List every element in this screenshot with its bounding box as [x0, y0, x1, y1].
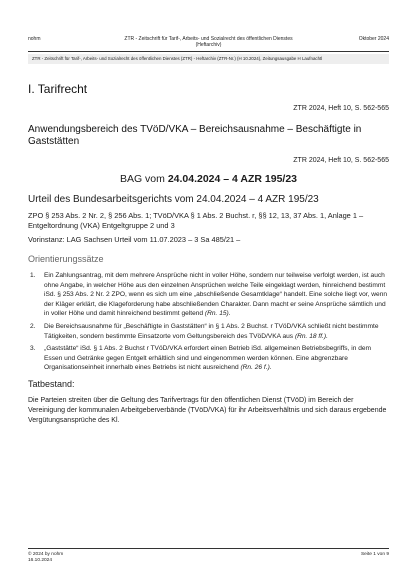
- header-rule: [28, 51, 389, 52]
- guiding-principles-heading: Orientierungssätze: [28, 254, 104, 264]
- footer-copyright: © 2024 by nohm: [28, 552, 64, 557]
- footer-print-date: 16.10.2024: [28, 558, 53, 563]
- court-decision-line: [28, 173, 389, 185]
- list-item-text: Die Bereichsausnahme für „Beschäftigte in Gaststätten“ in § 1 Abs. 2 Buchst. r TVöD/VKA schließt nicht bestimmte Tätigkeiten, sondern bestimmte Einsatzorte vom Geltungsbereich des TVöD/VKA aus (Rn. 18 ff.).: [44, 322, 379, 340]
- journal-reference: ZTR 2024, Heft 10, S. 562-565: [293, 105, 389, 112]
- guiding-principles-list: [28, 271, 389, 373]
- list-item: [28, 271, 389, 319]
- footer-left: [28, 552, 63, 564]
- page-footer: [28, 548, 389, 564]
- list-item-number: 1.: [30, 272, 36, 279]
- list-item-number: 3.: [30, 345, 36, 353]
- source-box: ZTR - Zeitschrift für Tarif-, Arbeits- und Sozialrecht des öffentlichen Dienstes (ZTR) - Heftarchiv (ZTR-Nr.) (H 10.2024), Zeitungsausgabe H Laufnachtl: [28, 54, 389, 64]
- court-decision-date-number: 24.04.2024 – 4 AZR 195/23: [167, 173, 298, 185]
- article-title: Anwendungsbereich des TVöD/VKA – Bereichsausnahme – Beschäftigte in Gaststätten: [28, 124, 362, 147]
- facts-heading: Tatbestand:: [28, 378, 75, 389]
- section-title: I. Tarifrecht: [28, 82, 88, 96]
- list-item: [28, 322, 389, 341]
- judgment-title: Urteil des Bundesarbeitsgerichts vom 24.04.2024 – 4 AZR 195/23: [28, 194, 319, 205]
- list-item-text: „Gaststätte“ iSd. § 1 Abs. 2 Buchst r TVöD/VKA erfordert einen Betrieb iSd. allgemeinen Betriebsbegriffs, in dem Essen und Getränke gegen Entgelt erhältlich sind und eingenommen werden können. Eine abgrenzbare Organisationseinheit innerhalb eines Betriebs ist nicht ausreichend (Rn. 26 f.).: [44, 345, 372, 372]
- court-decision-prefix: BAG vom: [119, 173, 168, 185]
- margin-number-ref: (Rn. 26 f.).: [240, 364, 272, 372]
- journal-reference-2: ZTR 2024, Heft 10, S. 562-565: [293, 157, 389, 164]
- header-journal-title: ZTR - Zeitschrift für Tarif-, Arbeits- und Sozialrecht des öffentlichen Dienstes (Heftarchiv): [124, 36, 293, 48]
- lower-court: Vorinstanz: LAG Sachsen Urteil vom 11.07.2023 – 3 Sa 485/21 –: [28, 235, 241, 244]
- page-header: [28, 36, 389, 48]
- list-item-text: Ein Zahlungsantrag, mit dem mehrere Ansprüche nicht in voller Höhe, sondern nur teilweise verfolgt werden, ist auch ohne Angabe, in welcher Höhe aus den einzelnen Ansprüchen welche Teile eingeklagt werden, hinreichend bestimmt iSd. § 253 Abs. 2 Nr. 2 ZPO, wenn es sich um eine „abschließende Gesamtklage“ handelt. Eine solche liegt vor, wenn der Kläger erklärt, die Klageforderung habe abschließenden Charakter. Dann macht er seine Ansprüche sämtlich und in voller Höhe und damit hinreichend bestimmt geltend (Rn. 15).: [44, 272, 388, 318]
- header-left: nohm: [28, 36, 41, 42]
- statute-references: ZPO § 253 Abs. 2 Nr. 2, § 256 Abs. 1; TVöD/VKA § 1 Abs. 2 Buchst. r, §§ 12, 13, 37 Abs. 1, Anlage 1 – Entgeltordnung (VKA) Entgeltgruppe 2 und 3: [28, 211, 364, 230]
- list-item: [28, 344, 389, 373]
- margin-number-ref: (Rn. 15).: [204, 310, 231, 318]
- list-item-number: 2.: [30, 322, 36, 330]
- header-date: Oktober 2024: [358, 36, 389, 42]
- facts-text: Die Parteien streiten über die Geltung des Tarifvertrags für den öffentlichen Dienst (TVöD) im Bereich der Vereinigung der kommunalen Arbeitgeberverbände (TVöD/VKA) für ihr Arbeitsverhältnis und sich daraus ergebende Vergütungsansprüche des Kl.: [28, 396, 387, 425]
- footer-page-number: Seite 1 von 9: [360, 552, 389, 557]
- margin-number-ref: (Rn. 18 ff.).: [294, 332, 328, 340]
